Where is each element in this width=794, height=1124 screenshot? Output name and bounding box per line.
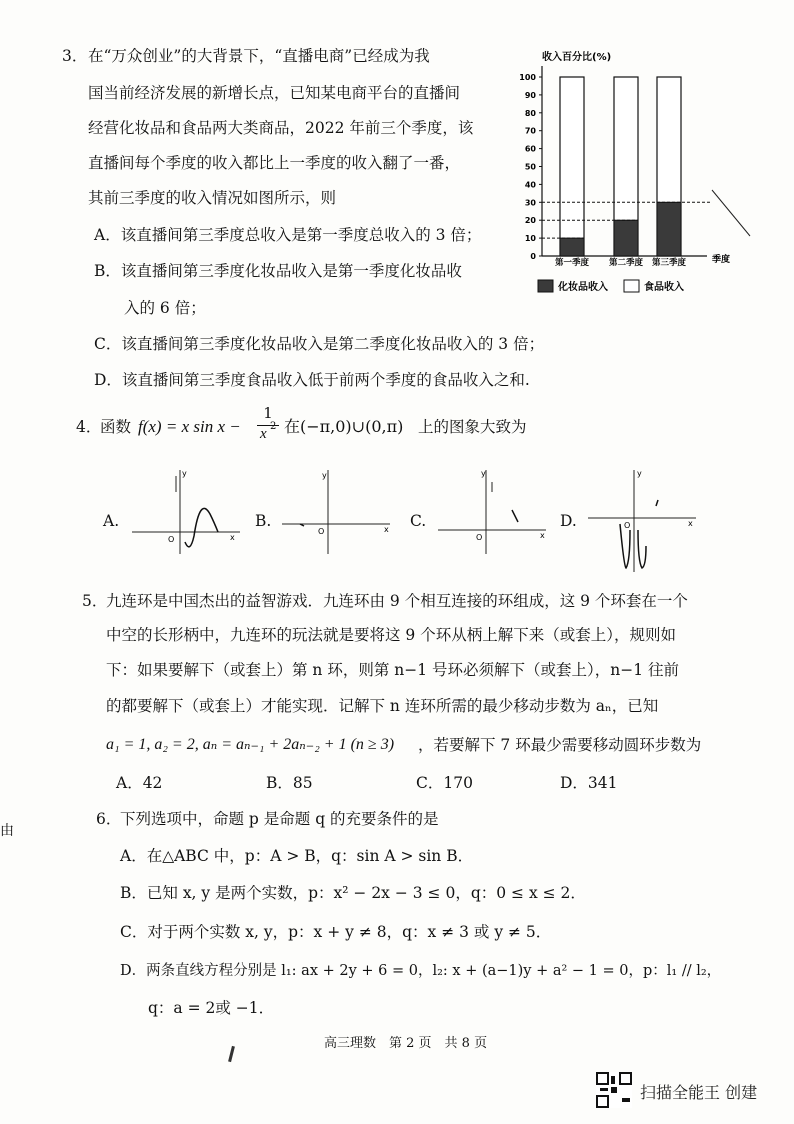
q4-suffix: 上的图象大致为 [418, 418, 527, 436]
q5-line-2: 中空的长形柄中，九连环的玩法就是要将这 9 个环从柄上解下来（或套上），规则如 [106, 626, 676, 644]
chart-y-tick-label: 70 [524, 126, 536, 136]
q4-function: f(x) = x sin x − [138, 417, 241, 436]
chart-y-tick-label: 40 [524, 180, 536, 190]
q6-option-b: B．已知 x, y 是两个实数，p：x² − 2x − 3 ≤ 0，q：0 ≤ x ≤ 2． [120, 884, 586, 902]
q3-line-3: 经营化妆品和食品两大类商品，2022 年前三个季度，该 [88, 119, 474, 137]
legend-label-food: 食品收入 [644, 282, 684, 293]
bar-food-1 [560, 77, 584, 256]
chart-category-label: 第二季度 [608, 258, 644, 268]
q4-domain: 在(−π,0)∪(0,π) [284, 417, 404, 436]
q5-formula-tail: ，若要解下 7 环最少需要移动圆环步数为 [418, 736, 702, 754]
q6-option-a: A．在△ABC 中，p：A > B，q：sin A > sin B． [120, 847, 474, 865]
q6-option-c: C．对于两个实数 x, y，p：x + y ≠ 8，q：x ≠ 3 或 y ≠ 5． [120, 923, 552, 941]
q3-option-a: A．该直播间第三季度总收入是第一季度总收入的 3 倍； [94, 226, 482, 244]
q4-graph-a [128, 466, 246, 558]
graph-d-x-label: x [688, 519, 693, 528]
q5-formula: a₁ = 1, a₂ = 2, aₙ = aₙ₋₁ + 2aₙ₋₂ + 1 (n ≥ 3) [106, 736, 395, 753]
q4-fraction-numerator: 1 [263, 404, 273, 422]
chart-x-label: 季度 [712, 255, 731, 265]
graph-c-curve [512, 510, 518, 522]
q4-prefix: 函数 [100, 418, 132, 436]
graph-d-origin: O [624, 521, 631, 530]
chart-y-tick-label: 90 [524, 90, 536, 100]
chart-y-tick-label: 100 [519, 73, 536, 82]
q3-line-2: 国当前经济发展的新增长点，已知某电商平台的直播间 [88, 84, 461, 102]
q3-line-1: 在“万众创业”的大背景下，“直播电商”已经成为我 [88, 47, 430, 65]
chart-y-tick-label: 60 [524, 144, 536, 154]
q6-option-d-line2: q：a = 2或 −1． [148, 999, 275, 1017]
income-percent-chart [512, 40, 782, 310]
q6-option-d-line1: D．两条直线方程分别是 l₁: ax + 2y + 6 = 0，l₂: x + (a−1)y + a² − 1 = 0，p：l₁ // l₂， [120, 963, 722, 979]
chart-y-tick-label: 10 [524, 234, 536, 244]
graph-b-origin: O [318, 527, 325, 536]
q4-option-d-label: D. [560, 512, 577, 530]
q3-number: 3． [62, 47, 88, 65]
bar-cosmetics-3 [657, 202, 681, 256]
chart-title: 收入百分比(%) [542, 52, 612, 63]
q4-graph-b [278, 466, 396, 558]
chart-y-tick-label: 80 [524, 108, 536, 118]
chart-category-label: 第三季度 [651, 258, 687, 268]
graph-d-y-label: y [637, 469, 642, 478]
q4-graph-d [584, 466, 702, 576]
q3-option-b-line2: 入的 6 倍； [124, 299, 206, 317]
q5-line-1: 九连环是中国杰出的益智游戏．九连环由 9 个相互连接的环组成，这 9 个环套在一个 [106, 592, 688, 610]
graph-d-right-curve [638, 530, 646, 568]
graph-c-origin: O [476, 533, 483, 542]
legend-swatch-food [624, 280, 639, 292]
q5-option-a: A．42 [116, 774, 163, 792]
q5-number: 5． [82, 592, 108, 610]
graph-a-y-label: y [182, 469, 187, 478]
graph-b-x-label: x [384, 525, 389, 534]
chart-y-tick-label: 20 [524, 216, 536, 226]
q6-number: 6． [96, 810, 122, 828]
q4-option-c-label: C. [410, 512, 427, 530]
scan-mark [228, 1046, 235, 1062]
q3-line-4: 直播间每个季度的收入都比上一季度的收入翻了一番， [88, 154, 461, 172]
q5-line-3: 下：如果要解下（或套上）第 n 环，则第 n−1 号环必须解下（或套上），n−1 往前 [106, 661, 680, 679]
chart-scan-stroke [712, 190, 750, 236]
legend-swatch-cosmetics [538, 280, 553, 292]
q5-option-c: C．170 [416, 774, 473, 792]
q4-fraction-denominator: x [260, 426, 267, 442]
chart-category-label: 第一季度 [554, 258, 590, 268]
chart-y-tick-label: 30 [524, 198, 536, 208]
q5-line-4: 的都要解下（或套上）才能实现．记解下 n 连环所需的最少移动步数为 aₙ，已知 [106, 697, 659, 715]
q4-option-b-label: B. [255, 512, 272, 530]
q4-option-a-label: A. [103, 512, 120, 530]
graph-d-left-curve [620, 524, 630, 568]
q3-option-d: D．该直播间第三季度食品收入低于前两个季度的食品收入之和. [94, 371, 530, 389]
chart-y-tick-label: 0 [530, 252, 536, 261]
graph-a-curve [185, 508, 218, 546]
q6-stem: 下列选项中，命题 p 是命题 q 的充要条件的是 [120, 810, 439, 828]
page-footer: 高三理数 第 2 页 共 8 页 [324, 1036, 488, 1051]
chart-y-tick-label: 50 [524, 162, 536, 172]
bar-cosmetics-2 [614, 220, 638, 256]
q5-options [116, 772, 618, 794]
graph-a-origin: O [168, 535, 175, 544]
graph-a-x-label: x [230, 533, 235, 542]
q5-option-d: D．341 [560, 774, 618, 792]
scanner-watermark: 扫描全能王 创建 [640, 1083, 758, 1102]
q4-fraction-exponent: 2 [270, 421, 277, 432]
margin-fragment: 由 [0, 823, 14, 839]
q3-line-5: 其前三季度的收入情况如图所示，则 [88, 189, 337, 207]
q3-option-b-line1: B．该直播间第三季度化妆品收入是第一季度化妆品收 [94, 262, 462, 280]
q3-option-c: C．该直播间第三季度化妆品收入是第二季度化妆品收入的 3 倍； [94, 335, 545, 353]
graph-b-y-label: y [322, 471, 327, 480]
q4-number: 4． [76, 418, 102, 436]
bar-cosmetics-1 [560, 238, 584, 256]
legend-label-cosmetics: 化妆品收入 [558, 282, 608, 293]
graph-c-y-label: y [481, 469, 486, 478]
graph-c-x-label: x [540, 531, 545, 540]
q5-option-b: B．85 [266, 774, 313, 792]
q4-graph-c [434, 466, 552, 558]
qr-code-icon [596, 1072, 632, 1108]
